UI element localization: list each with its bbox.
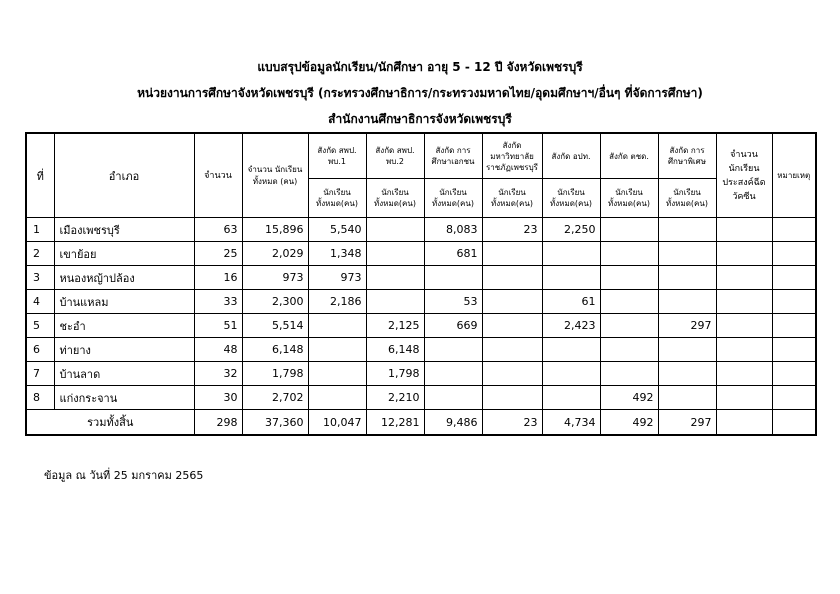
row-no: 8	[26, 386, 54, 410]
row-vaccine-wish	[716, 266, 772, 290]
row-group-5: 2,250	[542, 218, 600, 242]
row-no: 1	[26, 218, 54, 242]
row-district: บ้านลาด	[54, 362, 194, 386]
row-group-1: 973	[308, 266, 366, 290]
total-group-5: 4,734	[542, 410, 600, 436]
row-no: 5	[26, 314, 54, 338]
header-total-students: จำนวน นักเรียนทั้งหมด (คน)	[242, 133, 308, 218]
subheader-group-2: นักเรียน ทั้งหมด(คน)	[366, 179, 424, 218]
row-group-1	[308, 338, 366, 362]
subheader-group-4: นักเรียน ทั้งหมด(คน)	[482, 179, 542, 218]
row-group-6	[600, 362, 658, 386]
row-district: เมืองเพชรบุรี	[54, 218, 194, 242]
row-group-7	[658, 386, 716, 410]
row-no: 6	[26, 338, 54, 362]
table-row	[26, 218, 816, 242]
subheader-group-3: นักเรียน ทั้งหมด(คน)	[424, 179, 482, 218]
table-row	[26, 314, 816, 338]
row-group-2	[366, 242, 424, 266]
row-group-5: 61	[542, 290, 600, 314]
total-group-2: 12,281	[366, 410, 424, 436]
header-district: อำเภอ	[54, 133, 194, 218]
header-group-7: สังกัด การศึกษาพิเศษ	[658, 133, 716, 179]
row-group-7: 297	[658, 314, 716, 338]
row-no: 2	[26, 242, 54, 266]
row-group-3	[424, 386, 482, 410]
row-group-4	[482, 314, 542, 338]
table-row	[26, 362, 816, 386]
row-district: แก่งกระจาน	[54, 386, 194, 410]
total-vaccine-wish	[716, 410, 772, 436]
row-remark	[772, 314, 816, 338]
total-row	[26, 410, 816, 436]
table-row	[26, 290, 816, 314]
table-row	[26, 338, 816, 362]
row-group-3	[424, 362, 482, 386]
row-group-4	[482, 266, 542, 290]
row-vaccine-wish	[716, 242, 772, 266]
row-count: 25	[194, 242, 242, 266]
row-group-3: 681	[424, 242, 482, 266]
row-group-2	[366, 218, 424, 242]
row-group-6	[600, 338, 658, 362]
subheader-group-5: นักเรียน ทั้งหมด(คน)	[542, 179, 600, 218]
row-remark	[772, 218, 816, 242]
row-group-6	[600, 314, 658, 338]
row-count: 16	[194, 266, 242, 290]
row-district: ชะอำ	[54, 314, 194, 338]
header-remark: หมายเหตุ	[772, 133, 816, 218]
row-total-students: 15,896	[242, 218, 308, 242]
row-group-2: 2,210	[366, 386, 424, 410]
row-group-3	[424, 338, 482, 362]
row-district: หนองหญ้าปล้อง	[54, 266, 194, 290]
row-group-7	[658, 242, 716, 266]
row-group-1	[308, 386, 366, 410]
row-count: 48	[194, 338, 242, 362]
header-group-2: สังกัด สพป. พบ.2	[366, 133, 424, 179]
row-group-4	[482, 386, 542, 410]
row-group-7	[658, 218, 716, 242]
table-row	[26, 242, 816, 266]
header-count: จำนวน	[194, 133, 242, 218]
row-total-students: 5,514	[242, 314, 308, 338]
row-district: บ้านแหลม	[54, 290, 194, 314]
row-count: 51	[194, 314, 242, 338]
total-group-6: 492	[600, 410, 658, 436]
total-count: 298	[194, 410, 242, 436]
header-group-4: สังกัด มหาวิทยาลัย ราชภัฏเพชรบุรี	[482, 133, 542, 179]
row-group-5	[542, 386, 600, 410]
row-group-7	[658, 266, 716, 290]
row-group-7	[658, 362, 716, 386]
row-group-6	[600, 218, 658, 242]
row-group-6	[600, 266, 658, 290]
total-group-7: 297	[658, 410, 716, 436]
row-no: 3	[26, 266, 54, 290]
row-district: ท่ายาง	[54, 338, 194, 362]
row-group-5	[542, 362, 600, 386]
row-remark	[772, 362, 816, 386]
total-label: รวมทั้งสิ้น	[26, 410, 194, 436]
header-group-6: สังกัด ตชด.	[600, 133, 658, 179]
row-count: 32	[194, 362, 242, 386]
total-students: 37,360	[242, 410, 308, 436]
row-group-5	[542, 266, 600, 290]
title-line-1: แบบสรุปข้อมูลนักเรียน/นักศึกษา อายุ 5 - 12 ปี จังหวัดเพชรบุรี	[257, 60, 583, 74]
row-group-4	[482, 362, 542, 386]
row-remark	[772, 290, 816, 314]
row-district: เขาย้อย	[54, 242, 194, 266]
row-group-6	[600, 242, 658, 266]
header-no: ที่	[26, 133, 54, 218]
row-group-7	[658, 338, 716, 362]
row-group-5	[542, 242, 600, 266]
row-group-1: 2,186	[308, 290, 366, 314]
row-group-2: 2,125	[366, 314, 424, 338]
row-group-3: 669	[424, 314, 482, 338]
row-total-students: 1,798	[242, 362, 308, 386]
row-group-4: 23	[482, 218, 542, 242]
total-group-3: 9,486	[424, 410, 482, 436]
header-group-1: สังกัด สพป. พบ.1	[308, 133, 366, 179]
row-group-1: 1,348	[308, 242, 366, 266]
row-count: 33	[194, 290, 242, 314]
row-vaccine-wish	[716, 218, 772, 242]
row-group-4	[482, 242, 542, 266]
row-remark	[772, 266, 816, 290]
row-total-students: 973	[242, 266, 308, 290]
row-group-3: 8,083	[424, 218, 482, 242]
row-vaccine-wish	[716, 290, 772, 314]
row-group-6	[600, 290, 658, 314]
header-group-3: สังกัด การศึกษาเอกชน	[424, 133, 482, 179]
row-group-2: 6,148	[366, 338, 424, 362]
row-remark	[772, 338, 816, 362]
row-group-2: 1,798	[366, 362, 424, 386]
row-remark	[772, 242, 816, 266]
row-vaccine-wish	[716, 338, 772, 362]
subheader-group-7: นักเรียน ทั้งหมด(คน)	[658, 179, 716, 218]
row-total-students: 2,702	[242, 386, 308, 410]
data-date-note: ข้อมูล ณ วันที่ 25 มกราคม 2565	[44, 469, 204, 482]
row-total-students: 2,029	[242, 242, 308, 266]
total-group-4: 23	[482, 410, 542, 436]
row-group-4	[482, 338, 542, 362]
row-group-3: 53	[424, 290, 482, 314]
row-total-students: 2,300	[242, 290, 308, 314]
row-no: 4	[26, 290, 54, 314]
header-group-5: สังกัด อปท.	[542, 133, 600, 179]
subheader-group-6: นักเรียน ทั้งหมด(คน)	[600, 179, 658, 218]
row-group-2	[366, 290, 424, 314]
table-row	[26, 266, 816, 290]
row-count: 30	[194, 386, 242, 410]
row-group-7	[658, 290, 716, 314]
row-group-1: 5,540	[308, 218, 366, 242]
row-group-5	[542, 338, 600, 362]
row-group-4	[482, 290, 542, 314]
title-line-2: หน่วยงานการศึกษาจังหวัดเพชรบุรี (กระทรวงศึกษาธิการ/กระทรวงมหาดไทย/อุดมศึกษาฯ/อื่นๆ ที่จัดการศึกษา)	[137, 86, 703, 100]
header-vaccine-wish: จำนวน นักเรียน ประสงค์ฉีด วัคซีน	[716, 133, 772, 218]
student-summary-table	[25, 132, 817, 436]
title-line-3: สำนักงานศึกษาธิการจังหวัดเพชรบุรี	[328, 112, 512, 126]
total-group-1: 10,047	[308, 410, 366, 436]
row-no: 7	[26, 362, 54, 386]
row-vaccine-wish	[716, 386, 772, 410]
row-vaccine-wish	[716, 314, 772, 338]
row-remark	[772, 386, 816, 410]
row-vaccine-wish	[716, 362, 772, 386]
row-group-6: 492	[600, 386, 658, 410]
table-row	[26, 386, 816, 410]
subheader-group-1: นักเรียน ทั้งหมด(คน)	[308, 179, 366, 218]
row-group-3	[424, 266, 482, 290]
row-group-2	[366, 266, 424, 290]
row-count: 63	[194, 218, 242, 242]
total-remark	[772, 410, 816, 436]
row-total-students: 6,148	[242, 338, 308, 362]
row-group-1	[308, 362, 366, 386]
row-group-5: 2,423	[542, 314, 600, 338]
row-group-1	[308, 314, 366, 338]
